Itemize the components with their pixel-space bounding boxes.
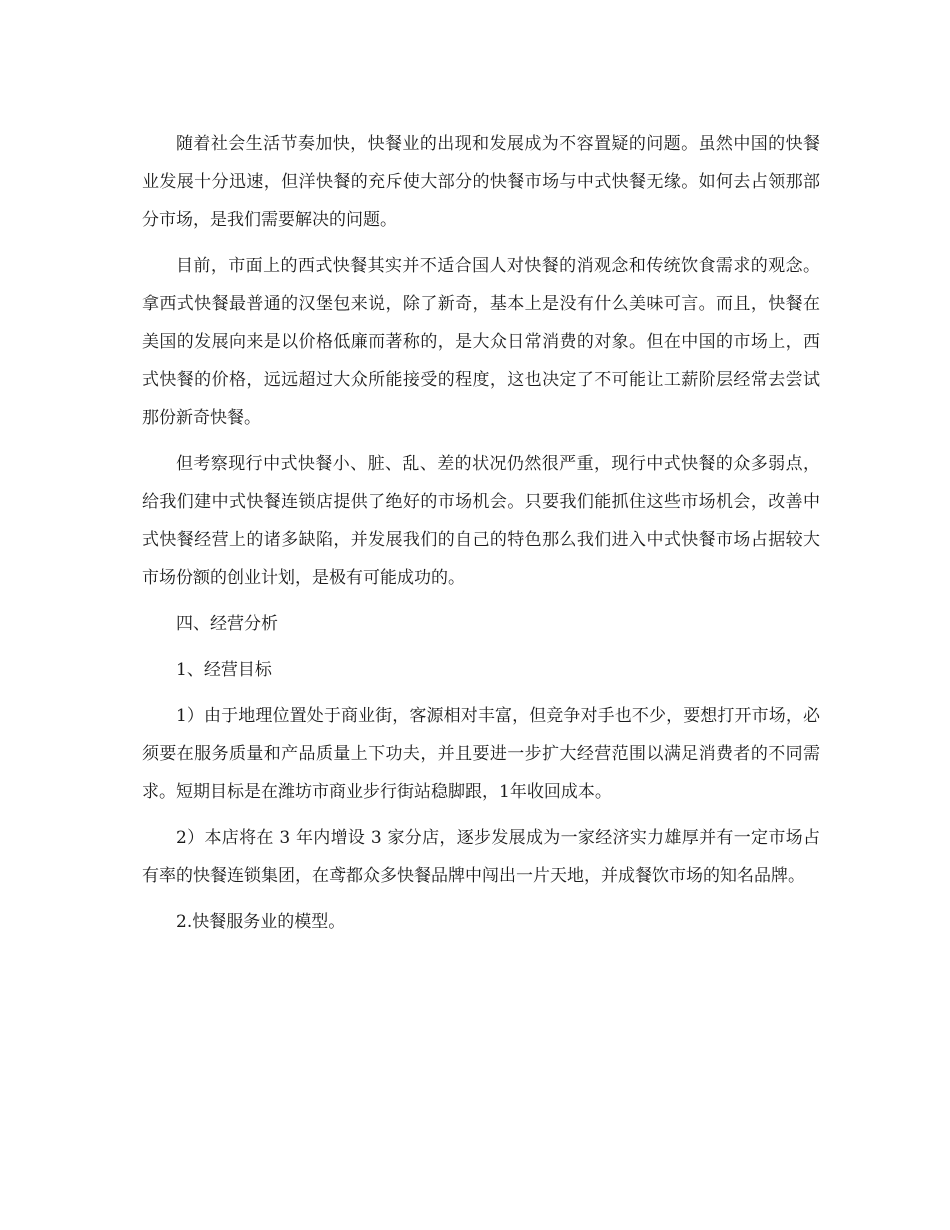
subsection-heading-service-model: 2.快餐服务业的模型。: [176, 912, 346, 932]
document-body: [142, 125, 820, 949]
paragraph-western-fast-food: 目前，市面上的西式快餐其实并不适合国人对快餐的消观念和传统饮食需求的观念。拿西式快餐最普通的汉堡包来说，除了新奇，基本上是没有什么美味可言。而且，快餐在美国的发展向来是以价格低廉而著称的，是大众日常消费的对象。但在中国的市场上，西式快餐的价格，远远超过大众所能接受的程度，这也决定了不可能让工薪阶层经常去尝试那份新奇快餐。: [142, 256, 820, 428]
paragraph-long-term-goal: 2）本店将在 3 年内增设 3 家分店，逐步发展成为一家经济实力雄厚并有一定市场占有率的快餐连锁集团，在鸢都众多快餐品牌中闯出一片天地，并成餐饮市场的知名品牌。: [142, 828, 820, 886]
subsection-heading-business-goals: 1、经营目标: [176, 660, 272, 680]
paragraph-short-term-goal: 1）由于地理位置处于商业街，客源相对丰富，但竞争对手也不少，要想打开市场，必须要在服务质量和产品质量上下功夫，并且要进一步扩大经营范围以满足消费者的不同需求。短期目标是在潍坊市商业步行街站稳脚跟，1年收回成本。: [142, 706, 820, 802]
section-heading-business-analysis: 四、经营分析: [176, 614, 278, 634]
paragraph-fast-food-trend: 随着社会生活节奏加快，快餐业的出现和发展成为不容置疑的问题。虽然中国的快餐业发展十分迅速，但洋快餐的充斥使大部分的快餐市场与中式快餐无缘。如何去占领那部分市场，是我们需要解决的问题。: [142, 134, 820, 230]
paragraph-market-opportunity: 但考察现行中式快餐小、脏、乱、差的状况仍然很严重，现行中式快餐的众多弱点，给我们建中式快餐连锁店提供了绝好的市场机会。只要我们能抓住这些市场机会，改善中式快餐经营上的诸多缺陷，并发展我们的自己的特色那么我们进入中式快餐市场占据较大市场份额的创业计划，是极有可能成功的。: [142, 454, 820, 588]
